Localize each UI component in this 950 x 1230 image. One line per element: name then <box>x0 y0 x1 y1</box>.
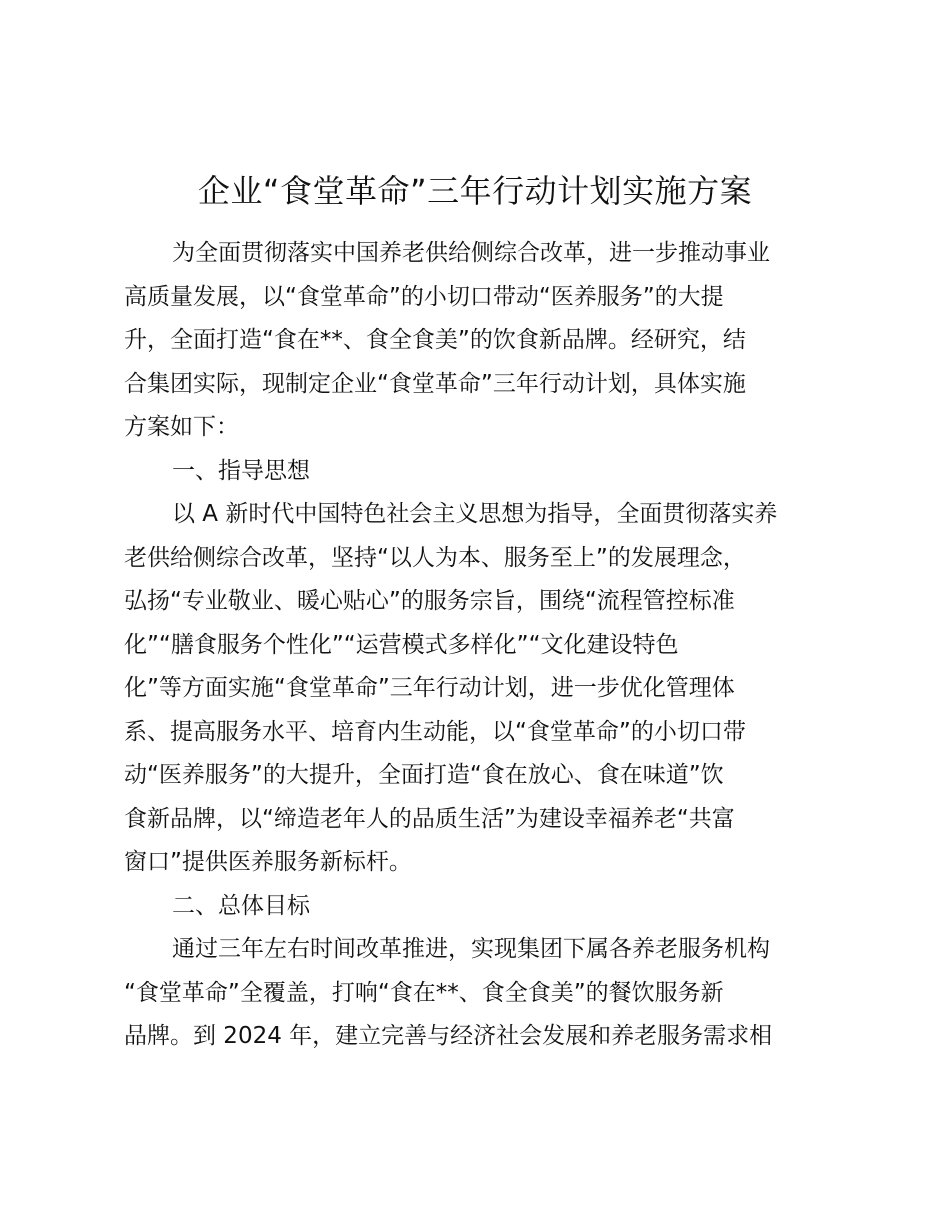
text-line: 升，全面打造“食在**、食全食美”的饮食新品牌。经研究，结 <box>124 327 746 353</box>
text-line: 高质量发展，以“食堂革命”的小切口带动“医养服务”的大提 <box>124 283 724 310</box>
text-line: 以 A 新时代中国特色社会主义思想为指导，全面贯彻落实养 <box>172 501 778 527</box>
text-line: 窗口”提供医养服务新标杆。 <box>124 849 412 875</box>
intro-paragraph <box>124 232 822 450</box>
section-heading-guiding-ideology: 一、指导思想 <box>172 457 310 484</box>
text-line: 弘扬“专业敬业、暖心贴心”的服务宗旨，围绕“流程管控标准 <box>124 588 735 614</box>
text-line: “食堂革命”全覆盖，打响“食在**、食全食美”的餐饮服务新 <box>124 979 724 1006</box>
text-line: 合集团实际，现制定企业“食堂革命”三年行动计划，具体实施 <box>124 370 746 397</box>
text-line: 老供给侧综合改革，坚持“以人为本、服务至上”的发展理念， <box>124 544 746 571</box>
text-line: 方案如下： <box>124 414 239 440</box>
text-line: 为全面贯彻落实中国养老供给侧综合改革，进一步推动事业 <box>172 240 770 266</box>
text-line: 化”等方面实施“食堂革命”三年行动计划，进一步优化管理体 <box>124 675 735 701</box>
document-title: 企业“食堂革命”三年行动计划实施方案 <box>197 172 753 210</box>
section-heading-overall-goals: 二、总体目标 <box>172 892 310 919</box>
text-line: 化”“膳食服务个性化”“运营模式多样化”“文化建设特色 <box>124 631 679 658</box>
document-body <box>124 232 822 1059</box>
text-line: 通过三年左右时间改革推进，实现集团下属各养老服务机构 <box>172 936 770 962</box>
text-line: 品牌。到 2024 年，建立完善与经济社会发展和养老服务需求相 <box>124 1023 773 1049</box>
text-line: 动“医养服务”的大提升，全面打造“食在放心、食在味道”饮 <box>124 762 724 788</box>
guiding-ideology-paragraph <box>124 493 822 885</box>
text-line: 食新品牌，以“缔造老年人的品质生活”为建设幸福养老“共富 <box>124 805 735 832</box>
text-line: 系、提高服务水平、培育内生动能，以“食堂革命”的小切口带 <box>124 718 746 745</box>
overall-goals-paragraph <box>124 928 822 1059</box>
